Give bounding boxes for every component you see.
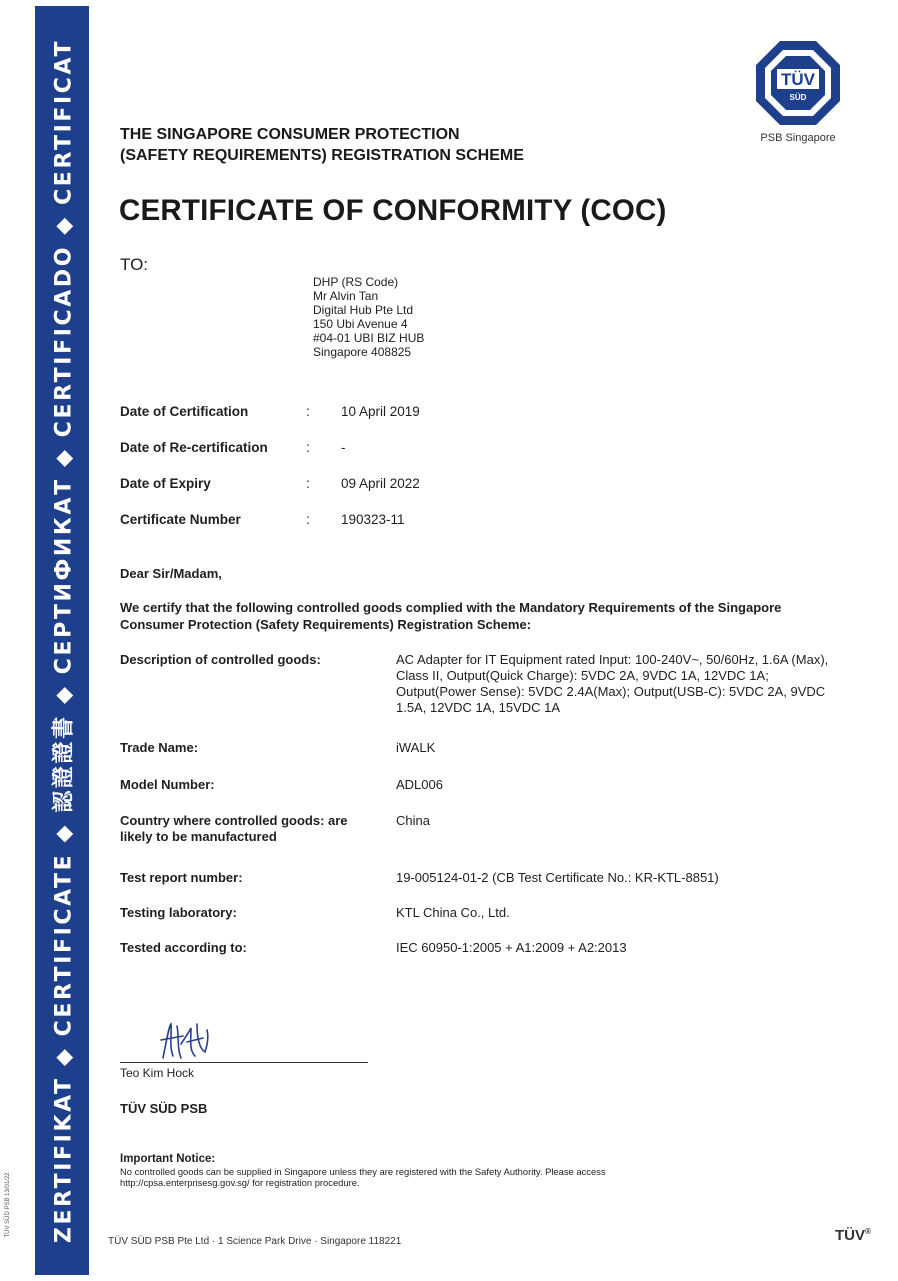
goods-value: ADL006 bbox=[396, 777, 443, 792]
goods-label: Description of controlled goods: bbox=[120, 652, 321, 667]
goods-value: AC Adapter for IT Equipment rated Input: 100-240V~, 50/60Hz, 1.6A (Max), Class II, Output(Quick Charge): 5VDC 2A, 9VDC 1A, 12VDC 1A; Output(Power Sense): 5VDC 2.4A(Max); Output(USB-C): 5VDC 2A, 9VDC 1.5A, 12VDC 1A, 15VDC 1A bbox=[396, 652, 829, 715]
signature-line bbox=[120, 1062, 368, 1063]
salutation: Dear Sir/Madam, bbox=[120, 566, 222, 581]
separator: : bbox=[306, 404, 310, 419]
date-label: Date of Re-certification bbox=[120, 440, 268, 455]
notice-line-2: http://cpsa.enterprisesg.gov.sg/ for registration procedure. bbox=[120, 1177, 360, 1188]
goods-label: Tested according to: bbox=[120, 940, 247, 955]
date-label: Date of Expiry bbox=[120, 476, 211, 491]
tuv-mark-text: TÜV bbox=[835, 1227, 865, 1244]
date-value: - bbox=[341, 440, 346, 455]
tuv-logo bbox=[750, 38, 846, 144]
logo-caption: PSB Singapore bbox=[760, 132, 836, 144]
footer-address: TÜV SÜD PSB Pte Ltd · 1 Science Park Drive · Singapore 118221 bbox=[108, 1236, 402, 1247]
address-line: Digital Hub Pte Ltd bbox=[313, 303, 414, 317]
separator: : bbox=[306, 440, 310, 455]
goods-label: Trade Name: bbox=[120, 740, 199, 755]
issuing-company: TÜV SÜD PSB bbox=[120, 1101, 208, 1116]
tuv-octagon-icon bbox=[753, 38, 843, 128]
date-value: 190323-11 bbox=[341, 512, 405, 527]
address-line: #04-01 UBI BIZ HUB bbox=[313, 331, 425, 345]
notice-title: Important Notice: bbox=[120, 1153, 216, 1165]
separator: : bbox=[306, 476, 310, 491]
certificate-side-band bbox=[35, 6, 89, 1275]
to-label: TO: bbox=[120, 255, 149, 274]
date-value: 09 April 2022 bbox=[341, 476, 420, 491]
certificate-title: CERTIFICATE OF CONFORMITY (COC) bbox=[119, 194, 667, 227]
address-line: DHP (RS Code) bbox=[313, 275, 399, 289]
logo-text: TÜV bbox=[781, 70, 815, 89]
notice-line-1: No controlled goods can be supplied in Singapore unless they are registered with the Safety Authority. Please access bbox=[120, 1166, 606, 1177]
goods-value: 19-005124-01-2 (CB Test Certificate No.: KR-KTL-8851) bbox=[396, 870, 719, 885]
recipient-address bbox=[313, 275, 424, 359]
signature-image bbox=[155, 1018, 215, 1064]
important-notice bbox=[120, 1153, 820, 1188]
scheme-line-1: THE SINGAPORE CONSUMER PROTECTION bbox=[120, 126, 460, 143]
address-line: Singapore 408825 bbox=[313, 345, 412, 359]
goods-label: Model Number: bbox=[120, 777, 215, 792]
goods-label: Country where controlled goods: are likely to be manufactured bbox=[120, 813, 348, 844]
band-text: ZERTIFIKAT ◆ CERTIFICATE ◆ 認證證書 ◆ СЕРТИФИКАТ ◆ CERTIFICADO ◆ CERTIFICAT bbox=[51, 38, 77, 1243]
goods-value: KTL China Co., Ltd. bbox=[396, 905, 510, 920]
goods-label: Testing laboratory: bbox=[120, 905, 237, 920]
address-line: 150 Ubi Avenue 4 bbox=[313, 317, 408, 331]
scheme-line-2: (SAFETY REQUIREMENTS) REGISTRATION SCHEME bbox=[120, 147, 524, 164]
date-row-certification bbox=[120, 398, 620, 434]
goods-value: IEC 60950-1:2005 + A1:2009 + A2:2013 bbox=[396, 940, 627, 955]
address-line: Mr Alvin Tan bbox=[313, 289, 379, 303]
logo-subtext: SÜD bbox=[789, 93, 807, 102]
goods-value: China bbox=[396, 813, 430, 828]
certification-dates bbox=[120, 398, 620, 542]
date-row-recertification bbox=[120, 434, 620, 470]
date-row-expiry bbox=[120, 470, 620, 506]
goods-label: Test report number: bbox=[120, 870, 243, 885]
date-row-certificate-number bbox=[120, 506, 620, 542]
side-document-code: TÜV SÜD PSB 13/01/22 bbox=[5, 1172, 11, 1238]
date-value: 10 April 2019 bbox=[341, 404, 420, 419]
signer-name: Teo Kim Hock bbox=[120, 1066, 195, 1080]
date-label: Certificate Number bbox=[120, 512, 241, 527]
date-label: Date of Certification bbox=[120, 404, 249, 419]
scheme-heading bbox=[120, 124, 524, 166]
tuv-trademark bbox=[835, 1227, 871, 1244]
certify-statement: We certify that the following controlled goods complied with the Mandatory Requirements of the Singapore Consumer Protection (Safety Requirements) Registration Scheme: bbox=[120, 600, 782, 632]
separator: : bbox=[306, 512, 310, 527]
goods-value: iWALK bbox=[396, 740, 436, 755]
registered-mark: ® bbox=[865, 1227, 871, 1236]
